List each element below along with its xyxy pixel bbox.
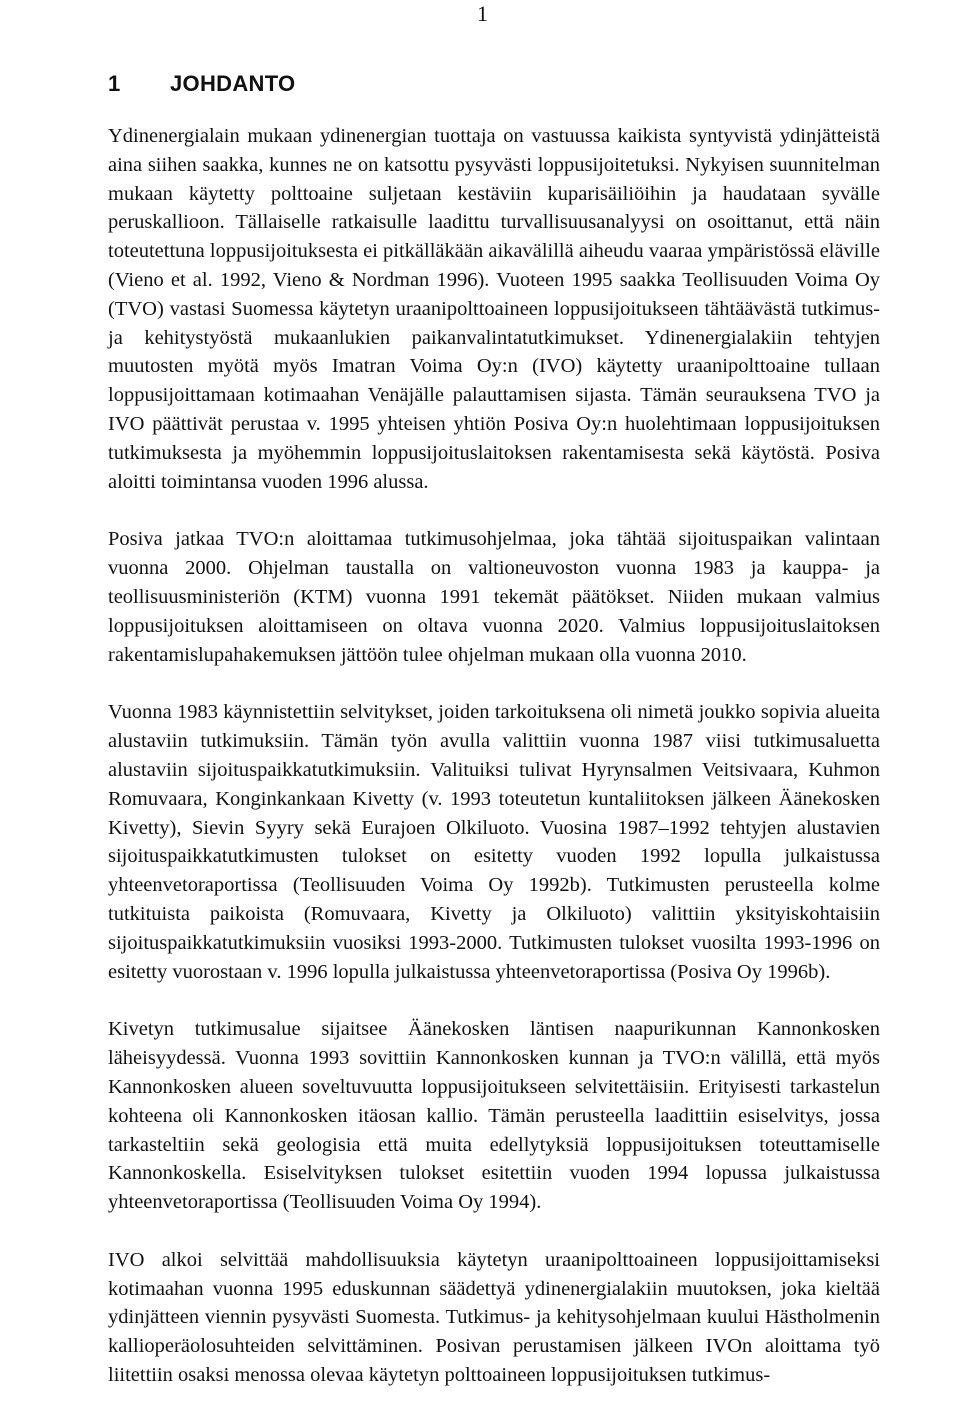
section-heading: [108, 70, 295, 98]
page-number: 1: [477, 1, 488, 26]
section-title: JOHDANTO: [170, 71, 296, 96]
paragraph: Kivetyn tutkimusalue sijaitsee Äänekosken läntisen naapurikunnan Kannonkosken läheisyydessä. Vuonna 1993 sovittiin Kannonkosken kunnan ja TVO:n välillä, että myös Kannonkosken alueen soveltuvuutta loppusijoitukseen selvitettäisiin. Erityisesti tarkastelun kohteena oli Kannonkosken itäosan kallio. Tämän perusteella laadittiin esiselvitys, jossa tarkasteltiin sekä geologisia että muita edellytyksiä loppusijoituksen toteuttamiselle Kannonkoskella. Esiselvityksen tulokset esitettiin vuoden 1994 lopussa julkaistussa yhteenvetoraportissa (Teollisuuden Voima Oy 1994).: [108, 1018, 880, 1214]
paragraph: Ydinenergialain mukaan ydinenergian tuottaja on vastuussa kaikista syntyvistä ydinjätteistä aina siihen saakka, kunnes ne on katsottu pysyvästi loppusijoitetuksi. Nykyisen suunnitelman mukaan käytetty polttoaine suljetaan kestäviin kuparisäiliöihin ja haudataan syvälle peruskallioon. Tällaiselle ratkaisulle laadittu turvallisuusanalyysi on osoittanut, että näin toteutettuna loppusijoituksesta ei pitkälläkään aikavälillä aiheudu vaaraa ympäristössä eläville (Vieno et al. 1992, Vieno & Nordman 1996). Vuoteen 1995 saakka Teollisuuden Voima Oy (TVO) vastasi Suomessa käytetyn uraanipolttoaineen loppusijoitukseen tähtäävästä tutkimus- ja kehitystyöstä mukaanlukien paikanvalintatutkimukset. Ydinenergialakiin tehtyjen muutosten myötä myös Imatran Voima Oy:n (IVO) käytetty uraanipolttoaine tullaan loppusijoittamaan kotimaahan Venäjälle palauttamisen sijasta. Tämän seurauksena TVO ja IVO päättivät perustaa v. 1995 yhteisen yhtiön Posiva Oy:n huolehtimaan loppusijoituksen tutkimuksesta ja myöhemmin loppusijoituslaitoksen rakentamisesta sekä käytöstä. Posiva aloitti toimintansa vuoden 1996 alussa.: [108, 125, 880, 493]
paragraph: Posiva jatkaa TVO:n aloittamaa tutkimusohjelmaa, joka tähtää sijoituspaikan valintaan vuonna 2000. Ohjelman taustalla on valtioneuvoston vuonna 1983 ja kauppa- ja teollisuusministeriön (KTM) vuonna 1991 tekemät päätökset. Niiden mukaan valmius loppusijoituksen aloittamiseen on oltava vuonna 2020. Valmius loppusijoituslaitoksen rakentamislupahakemuksen jättöön tulee ohjelman mukaan olla vuonna 2010.: [108, 528, 880, 666]
section-number: 1: [108, 71, 121, 96]
paragraph: IVO alkoi selvittää mahdollisuuksia käytetyn uraanipolttoaineen loppusijoittamiseksi kotimaahan vuonna 1995 eduskunnan säädettyä ydinenergialakiin muutoksen, joka kieltää ydinjätteen viennin pysyvästi Suomesta. Tutkimus- ja kehitysohjelmaan kuului Hästholmenin kallioperäolosuhteiden selvittäminen. Posivan perustamisen jälkeen IVOn aloittama työ liitettiin osaksi menossa olevaa käytetyn polttoaineen loppusijoituksen tutkimus-: [108, 1248, 880, 1387]
body-text: [108, 122, 880, 1419]
paragraph: Vuonna 1983 käynnistettiin selvitykset, joiden tarkoituksena oli nimetä joukko sopivia alueita alustaviin tutkimuksiin. Tämän työn avulla valittiin vuonna 1987 viisi tutkimusaluetta alustaviin sijoituspaikkatutkimuksiin. Valituiksi tulivat Hyrynsalmen Veitsivaara, Kuhmon Romuvaara, Konginkankaan Kivetty (v. 1993 toteutetun kuntaliitoksen jälkeen Äänekosken Kivetty), Sievin Syyry sekä Eurajoen Olkiluoto. Vuosina 1987–1992 tehtyjen alustavien sijoituspaikkatutkimusten tulokset on esitetty vuoden 1992 lopulla julkaistussa yhteenvetoraportissa (Teollisuuden Voima Oy 1992b). Tutkimusten perusteella kolme tutkituista paikoista (Romuvaara, Kivetty ja Olkiluoto) valittiin yksityiskohtaisiin sijoituspaikkatutkimuksiin vuosiksi 1993-2000. Tutkimusten tulokset vuosilta 1993-1996 on esitetty vuorostaan v. 1996 lopulla julkaistussa yhteenvetoraportissa (Posiva Oy 1996b).: [108, 701, 880, 983]
